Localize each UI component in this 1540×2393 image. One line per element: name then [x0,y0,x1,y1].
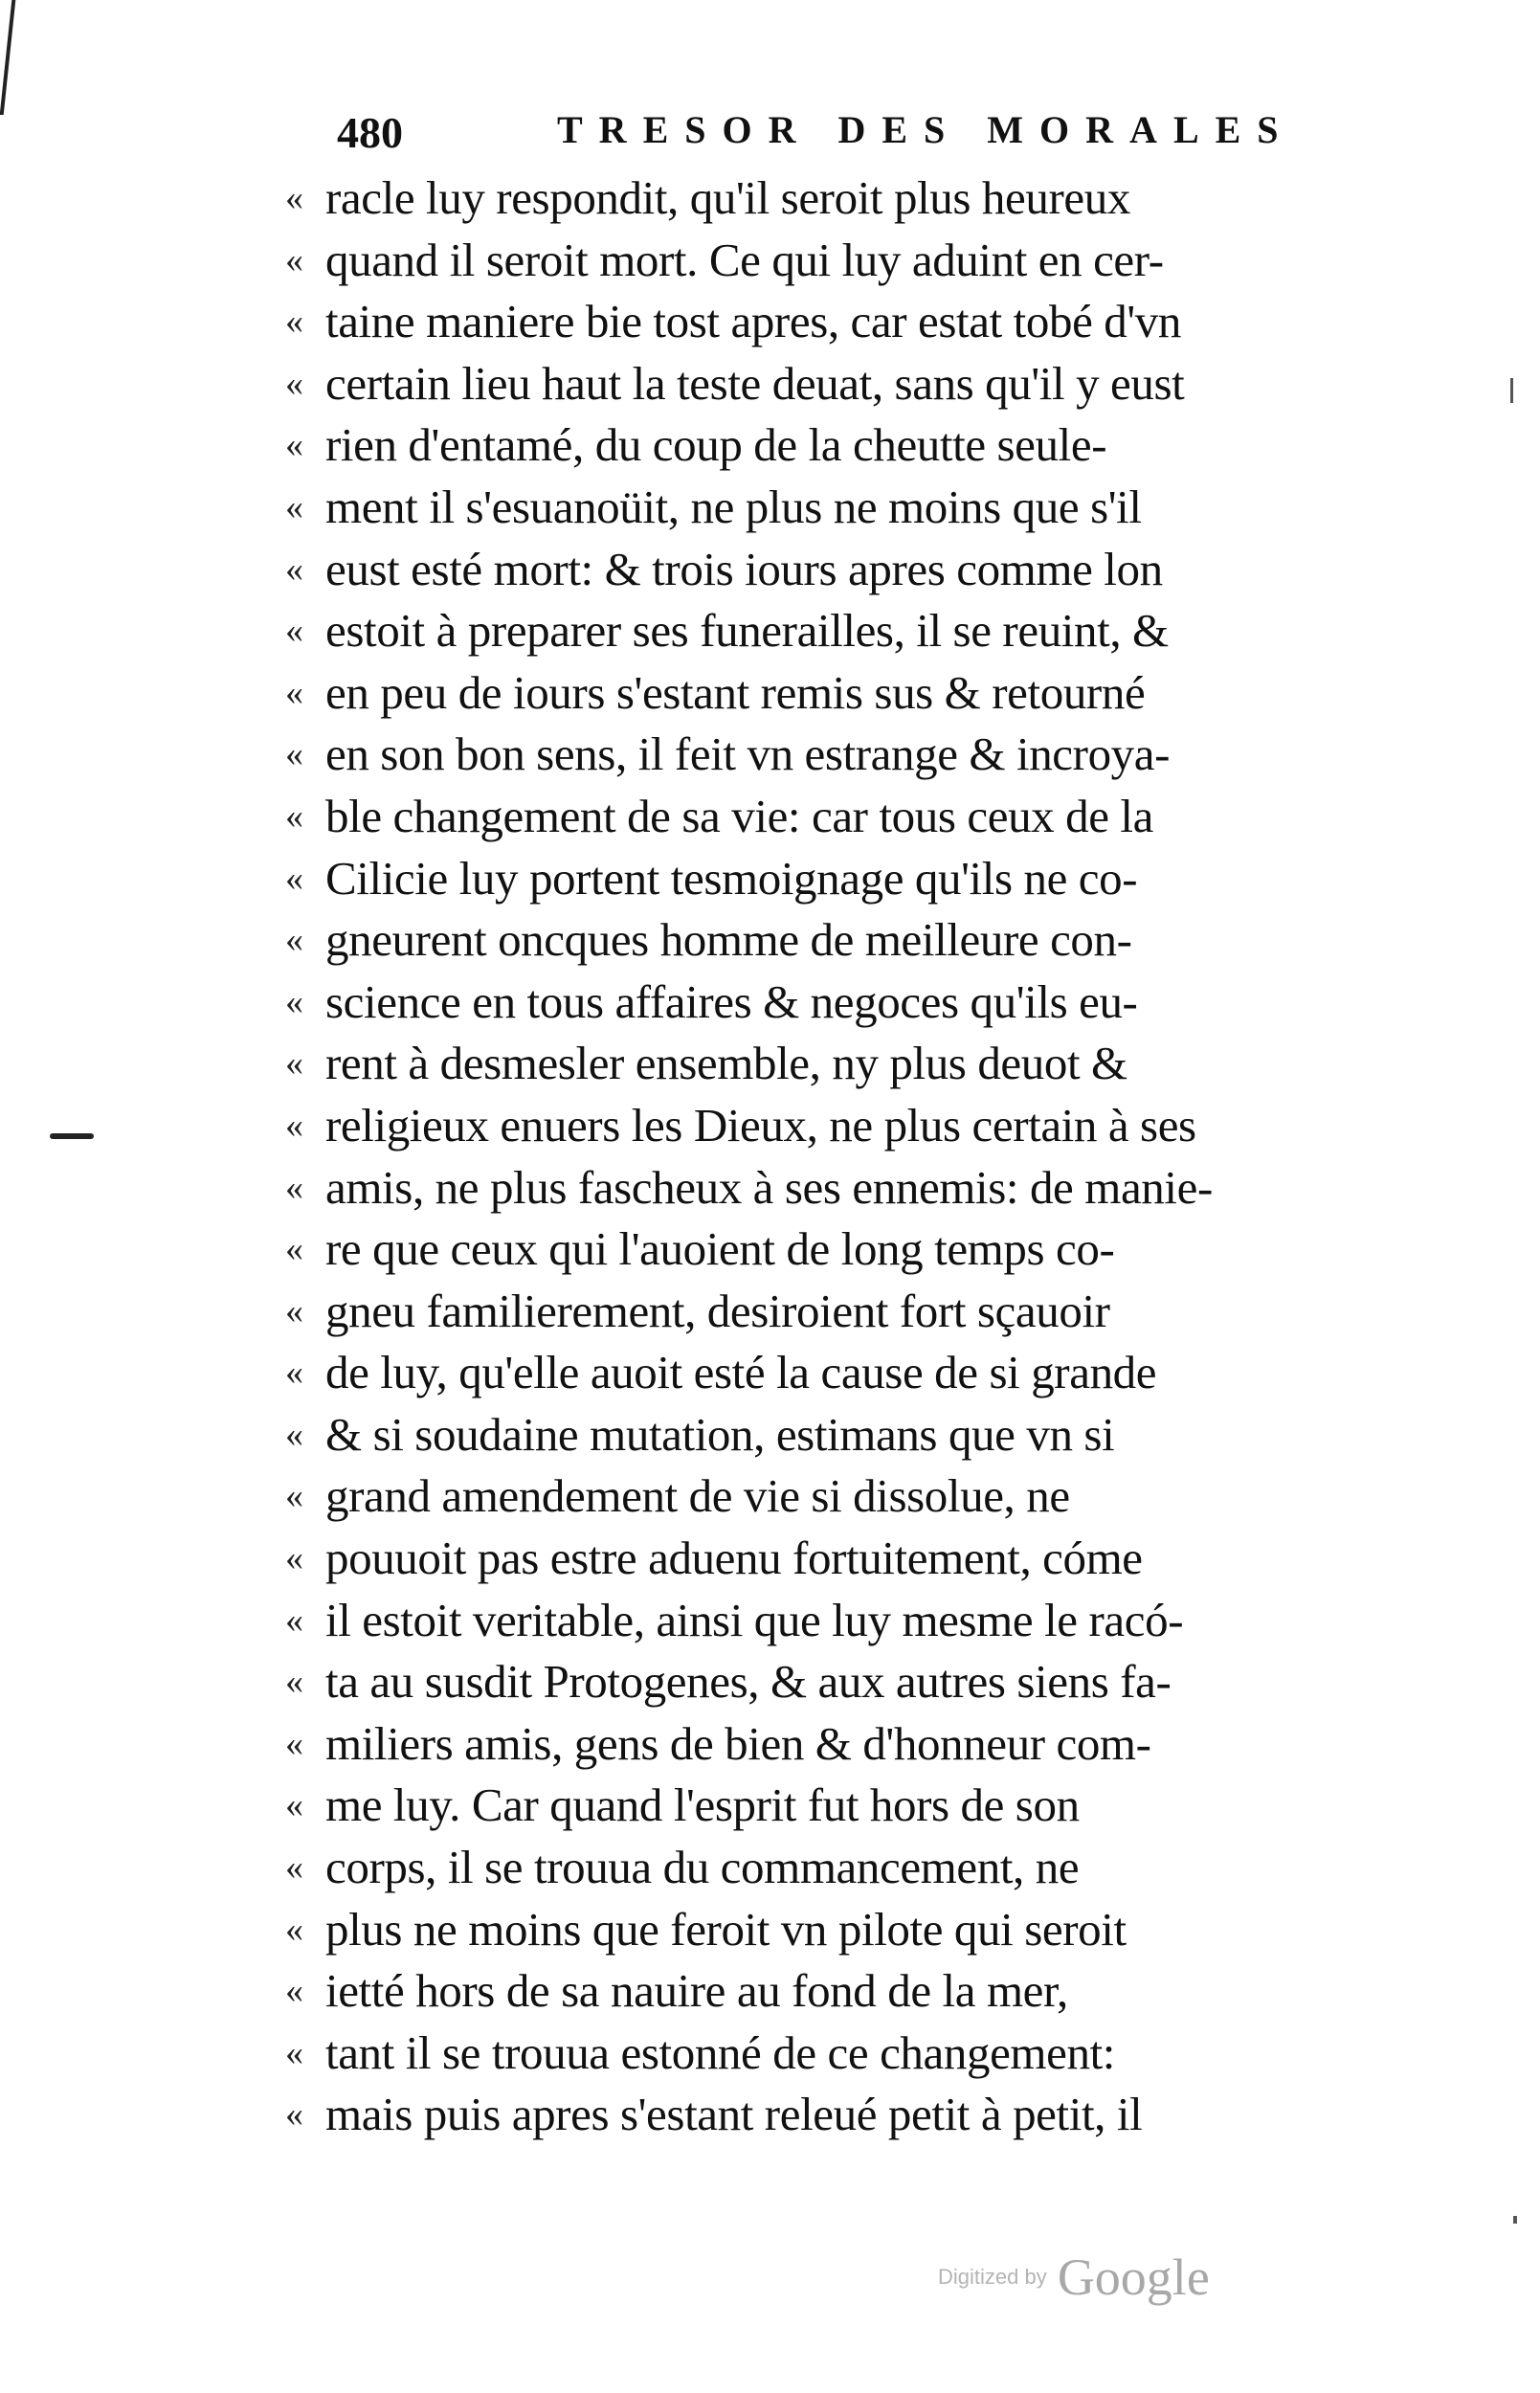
line-text: Cilicie luy portent tesmoignage qu'ils ne co- [325,851,1138,905]
text-line [285,1095,1328,1157]
quotation-mark: « [285,2032,303,2073]
digitized-watermark [938,2248,1210,2305]
scan-margin-tick [1510,378,1513,403]
text-line [285,1157,1328,1219]
text-line [285,662,1328,725]
google-logo: Google [1057,2248,1210,2306]
quotation-mark: « [285,425,303,466]
quotation-mark: « [285,1785,303,1826]
line-text: de luy, qu'elle auoit esté la cause de si grande [325,1346,1157,1399]
quotation-mark: « [285,611,303,652]
text-line [285,168,1328,230]
text-line [285,848,1328,910]
line-text: certain lieu haut la teste deuat, sans qu'il y eust [325,356,1185,410]
line-text: & si soudaine mutation, estimans que vn si [325,1407,1115,1461]
text-line [285,477,1328,539]
line-text: ietté hors de sa nauire au fond de la mer, [325,1964,1068,2018]
quotation-mark: « [285,1414,303,1455]
text-line [285,972,1328,1034]
text-line [285,2023,1328,2085]
text-line [285,539,1328,601]
line-text: amis, ne plus fascheux à ses ennemis: de manie- [325,1160,1213,1214]
line-text: taine maniere bie tost apres, car estat tobé d'vn [325,295,1182,348]
page-number: 480 [337,108,403,157]
body-text [285,168,1328,2146]
quotation-mark: « [285,1847,303,1889]
quotation-mark: « [285,1167,303,1208]
line-text: gneu familierement, desiroient fort sçauoir [325,1284,1110,1337]
line-text: pouuoit pas estre aduenu fortuitement, cóme [325,1532,1143,1585]
quotation-mark: « [285,858,303,899]
quotation-mark: « [285,548,303,590]
line-text: tant il se trouua estonné de ce changement: [325,2025,1116,2079]
quotation-mark: « [285,302,303,343]
text-line [285,414,1328,477]
text-line [285,1342,1328,1404]
text-line [285,1528,1328,1590]
text-line [285,1219,1328,1281]
line-text: ble changement de sa vie: car tous ceux de la [325,789,1153,842]
text-line [285,1899,1328,1961]
text-line [285,1713,1328,1776]
quotation-mark: « [285,1105,303,1146]
line-text: ment il s'esuanoüit, ne plus ne moins que s'il [325,480,1142,533]
text-line [285,291,1328,353]
text-line [285,600,1328,662]
quotation-mark: « [285,239,303,280]
text-line [285,724,1328,786]
line-text: racle luy respondit, qu'il seroit plus heureux [325,171,1130,224]
line-text: re que ceux qui l'auoient de long temps co- [325,1222,1115,1276]
text-line [285,230,1328,292]
text-line [285,1651,1328,1713]
line-text: rien d'entamé, du coup de la cheutte seule- [325,418,1107,472]
line-text: me luy. Car quand l'esprit fut hors de son [325,1778,1080,1832]
text-line [285,1033,1328,1095]
quotation-mark: « [285,2094,303,2136]
line-text: plus ne moins que feroit vn pilote qui seroit [325,1902,1127,1956]
text-line [285,1281,1328,1343]
line-text: il estoit veritable, ainsi que luy mesme le racó- [325,1593,1184,1646]
scan-margin-tick [1513,2216,1517,2224]
line-text: rent à desmesler ensemble, ny plus deuot & [325,1037,1127,1090]
line-text: corps, il se trouua du commancement, ne [325,1841,1080,1894]
quotation-mark: « [285,1476,303,1517]
line-text: quand il seroit mort. Ce qui luy aduint en cer- [325,233,1164,286]
quotation-mark: « [285,981,303,1022]
text-line [285,1960,1328,2023]
quotation-mark: « [285,1043,303,1085]
quotation-mark: « [285,1599,303,1641]
quotation-mark: « [285,1353,303,1394]
quotation-mark: « [285,672,303,713]
line-text: grand amendement de vie si dissolue, ne [325,1469,1070,1523]
line-text: estoit à preparer ses funerailles, il se reuint, & [325,604,1169,658]
quotation-mark: « [285,1538,303,1579]
text-line [285,353,1328,415]
line-text: mais puis apres s'estant releué petit à petit, il [325,2088,1143,2141]
line-text: eust esté mort: & trois iours apres comme lon [325,542,1163,595]
quotation-mark: « [285,1723,303,1764]
quotation-mark: « [285,1909,303,1950]
scan-margin-dash [50,1133,94,1139]
line-text: miliers amis, gens de bien & d'honneur com- [325,1716,1151,1770]
text-line [285,1465,1328,1528]
quotation-mark: « [285,1229,303,1270]
line-text: gneurent oncques homme de meilleure con- [325,913,1132,967]
text-line [285,786,1328,848]
quotation-mark: « [285,178,303,218]
line-text: religieux enuers les Dieux, ne plus certain à ses [325,1098,1196,1152]
page-header [337,107,1304,165]
quotation-mark: « [285,363,303,404]
line-text: ta au susdit Protogenes, & aux autres siens fa- [325,1655,1172,1709]
quotation-mark: « [285,795,303,837]
text-line [285,2084,1328,2146]
quotation-mark: « [285,1290,303,1331]
line-text: en son bon sens, il feit vn estrange & incroya- [325,727,1171,781]
digitized-label: Digitized by [938,2265,1047,2289]
text-line [285,1590,1328,1652]
line-text: science en tous affaires & negoces qu'ils eu- [325,974,1138,1028]
text-line [285,1837,1328,1899]
quotation-mark: « [285,486,303,527]
quotation-mark: « [285,920,303,961]
scan-edge-mark [0,0,15,115]
quotation-mark: « [285,734,303,775]
line-text: en peu de iours s'estant remis sus & retourné [325,665,1146,719]
text-line [285,1775,1328,1837]
quotation-mark: « [285,1971,303,2012]
running-title: TRESOR DES MORALES [557,108,1295,151]
text-line [285,909,1328,972]
text-line [285,1404,1328,1466]
quotation-mark: « [285,1662,303,1703]
